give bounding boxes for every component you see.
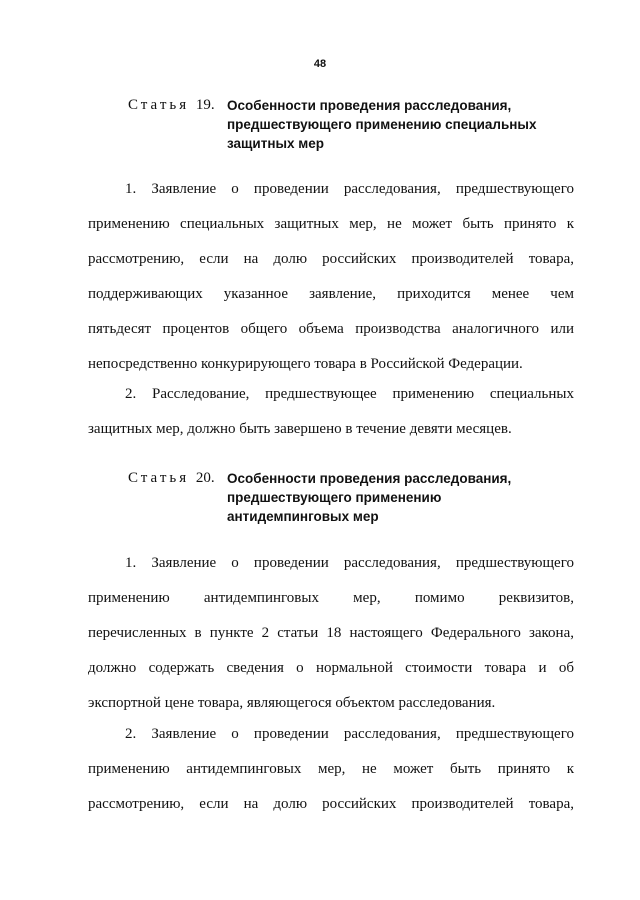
article-title-line: Особенности проведения расследования, <box>227 98 512 113</box>
article-number: 20. <box>195 470 215 486</box>
paragraph-line: применению специальных защитных мер, не может быть принято к <box>88 216 574 232</box>
paragraph-line: защитных мер, должно быть завершено в течение девяти месяцев. <box>88 421 512 437</box>
article-title-line: предшествующего применению <box>227 490 442 505</box>
article-20-paragraph-1 <box>88 546 574 721</box>
paragraph-line: рассмотрению, если на долю российских производителей товара, <box>88 796 574 812</box>
paragraph-line: 1. Заявление о проведении расследования, предшествующего <box>125 181 574 197</box>
article-title-line: предшествующего применению специальных <box>227 117 537 132</box>
article-19-paragraph-2 <box>88 377 574 447</box>
paragraph-line: должно содержать сведения о нормальной стоимости товара и об <box>88 660 574 676</box>
page-number: 48 <box>313 58 327 70</box>
paragraph-line: пятьдесят процентов общего объема производства аналогичного или <box>88 321 574 337</box>
paragraph-line: 2. Заявление о проведении расследования, предшествующего <box>125 726 574 742</box>
article-title-line: Особенности проведения расследования, <box>227 471 512 486</box>
paragraph-line: рассмотрению, если на долю российских производителей товара, <box>88 251 574 267</box>
paragraph-line: применению антидемпинговых мер, не может быть принято к <box>88 761 574 777</box>
article-number: 19. <box>195 97 215 113</box>
paragraph-line: непосредственно конкурирующего товара в Российской Федерации. <box>88 356 523 372</box>
article-20-label <box>128 469 215 488</box>
paragraph-line: применению антидемпинговых мер, помимо реквизитов, <box>88 590 574 606</box>
paragraph-line: 2. Расследование, предшествующее применению специальных <box>125 386 574 402</box>
article-20-paragraph-2 <box>88 717 574 822</box>
article-title-line: защитных мер <box>227 136 325 151</box>
paragraph-line: 1. Заявление о проведении расследования, предшествующего <box>125 555 574 571</box>
article-label-word: Статья <box>128 470 190 486</box>
paragraph-line: перечисленных в пункте 2 статьи 18 настоящего Федерального закона, <box>88 625 574 641</box>
paragraph-line: поддерживающих указанное заявление, приходится менее чем <box>88 286 574 302</box>
article-19-paragraph-1 <box>88 172 574 382</box>
article-19-label <box>128 96 215 115</box>
article-20-title <box>227 469 537 526</box>
article-19-title <box>227 96 537 153</box>
article-title-line: антидемпинговых мер <box>227 509 379 524</box>
article-label-word: Статья <box>128 97 190 113</box>
paragraph-line: экспортной цене товара, являющегося объектом расследования. <box>88 695 496 711</box>
